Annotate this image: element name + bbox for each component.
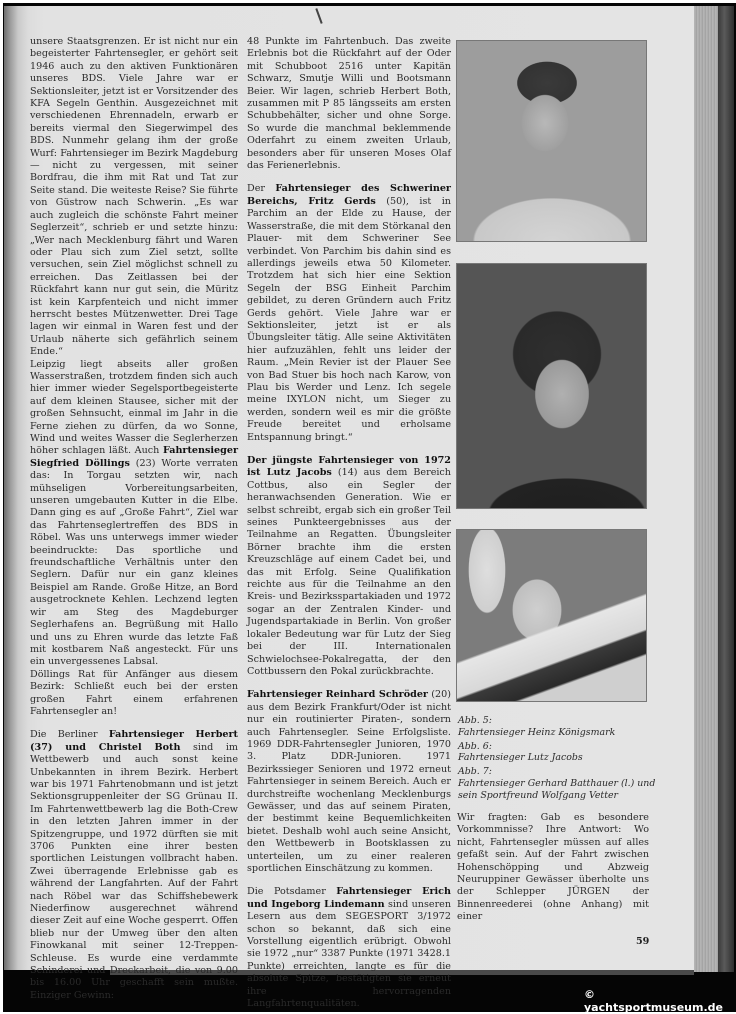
paragraph: Der jüngste Fahrtensieger von 1972 ist Lutz Jacobs (14) aus dem Bereich Cottbus, also ein Segler der heranwachsenden Generation. Wie er selbst schreibt, ergab sich ein großer Teil seines Punkteergebnisses aus der Teilnahme an Regatten. Übungsleiter Börner brachte ihm die ersten Kreuzschläge auf einem Cadet bei, und das mit Erfolg. Seine Qualifikation reichte aus für die Teilnahme an den Kreis- und Bezirksspartakiaden und 1972 sogar an der Zentralen Kinder- und Jugendspartakiade in Berlin. Von großer lokaler Bedeutung war für Lutz der Sieg bei der III. Internationalen Schwielochsee-Pokalregatta, der den Cottbussern den Pokal zurückbrachte. [247, 455, 451, 677]
highlighted-name: Fahrtensieger Erich und Ingeborg Lindemann [247, 886, 451, 910]
text-column-2 [247, 36, 451, 1010]
copyright-notice: © yachtsportmuseum.de [584, 988, 723, 1014]
highlighted-name: Fahrtensieger des Schweriner Bereichs, Fritz Gerds [247, 183, 451, 207]
highlighted-name: Fahrtensieger Reinhard Schröder [247, 689, 428, 701]
paragraph: Der Fahrtensieger des Schweriner Bereichs, Fritz Gerds (50), ist in Parchim an der Elde zu Hause, der Wasserstraße, die mit dem Störkanal den Plauer- mit dem Schweriner See verbindet. Von Parchim bis dahin sind es allerdings jeweils etwa 50 Kilometer. Trotzdem hat sich hier eine Sektion Segeln der BSG Einheit Parchim gebildet, zu deren Gründern auch Fritz Gerds gehört. Viele Jahre war er Sektionsleiter, jetzt ist er als Übungsleiter tätig. Alle seine Aktivitäten hier aufzuzählen, fehlt uns leider der Raum. „Mein Revier ist der Plauer See von Bad Stuer bis hoch nach Karow, von Plau bis Werder und Lenz. Ich segele meine IXYLON nicht, um Sieger zu werden, sondern weil es mir die größte Freude bereitet und erholsame Entspannung bringt.“ [247, 183, 451, 443]
caption-abb-5: Abb. 5: Fahrtensieger Heinz Königsmark [458, 715, 616, 738]
paragraph: Die Berliner Fahrtensieger Herbert (37) und Christel Both sind im Wettbewerb und auch sonst keine Unbekannten in ihrem Bezirk. Herbert war bis 1971 Fahrtenobmann und ist jetzt Sektionsgruppenleiter der SG Grünau II. Im Fahrtenwettbewerb lag die Both-Crew in den letzten Jahren immer in der Spitzengruppe, und 1972 dürften sie mit 3706 Punkten eine ihrer besten sportlichen Leistungen vollbracht haben. Zwei überragende Erlebnisse gab es während der Langfahrten. Auf der Fahrt nach Röbel war das Schiffshebewerk Niederfinow ausgerechnet während dieser Zeit auf eine Woche gesperrt. Offen blieb nur der Umweg über den alten Finowkanal mit seiner 12-Treppen-Schleuse. Es wurde eine verdammte Schinderei und Dreckarbeit, die von 9.00 bis 16.00 Uhr geschafft sein mußte. Einziger Gewinn: [30, 729, 238, 1001]
paragraph: Die Potsdamer Fahrtensieger Erich und Ingeborg Lindemann sind unseren Lesern aus dem SEGESPORT 3/1972 schon so bekannt, daß sich eine Vorstellung eigentlich erübrigt. Obwohl sie 1972 „nur“ 3387 Punkte (1971 3428.1 Punkte) erreichten, langte es für die absolute Spitze, bestätigten sie erneut ihre hervorragenden Langfahrtenqualitäten. [247, 886, 452, 1010]
photo-abb-5 [456, 40, 647, 242]
paragraph: Fahrtensieger Reinhard Schröder (20) aus dem Bezirk Frankfurt/Oder ist nicht nur ein routinierter Piraten-, sondern auch Fahrtensegler. Seine Erfolgsliste. 1969 DDR-Fahrtensegler Junioren, 1970 3. Platz DDR-Junioren. 1971 Bezirkssieger Senioren und 1972 erneut Fahrtensieger in seinem Bereich. Auch er durchstreifte wochenlang Mecklenburgs Gewässer, und das auf seinem Piraten, der bestimmt keine Bequemlichkeiten bietet. Deshalb wohl auch seine Ansicht, den Wettbewerb in Bootsklassen zu unterteilen, um zu einer realeren sportlichen Einschätzung zu kommen. [247, 689, 451, 874]
paragraph: Wir fragten: Gab es besondere Vorkommnisse? Ihre Antwort: Wo nicht, Fahrtensegler müssen auf alles gefaßt sein. Auf der Fahrt zwischen Hohenschöpping und Abzweig Neuruppiner Gewässer überholte uns der Schlepper JÜRGEN der Binnenreederei (ohne Anhang) mit einer [457, 812, 649, 923]
photo-captions [458, 715, 658, 804]
text-column-3 [457, 812, 649, 924]
caption-abb-7: Abb. 7: Fahrtensieger Gerhard Batthauer (l.) und sein Sportfreund Wolfgang Vetter [458, 766, 656, 801]
paragraph: Leipzig liegt abseits aller großen Wasserstraßen, trotzdem finden sich auch hier immer wieder Segelsportbegeisterte auf dem kleinen Stausee, sicher mit der großen Sehnsucht, einmal im Jahr in die Ferne ziehen zu dürfen, da wo Sonne, Wind und weites Wasser die Seglerherzen höher schlagen läßt. Auch Fahrtensieger Siegfried Döllings (23) Worte verraten das: In Torgau setzten wir, nach mühseligen Vorbereitungsarbeiten, unseren umgebauten Kutter in die Elbe. Dann ging es auf „Große Fahrt“, Ziel war das Fahrtenseglertreffen des BDS in Röbel. Was uns unterwegs immer wieder beeindruckte: Das sportliche und freundschaftliche Verhältnis unter den Seglern. Dafür nur ein ganz kleines Beispiel am Rande. Große Hitze, an Bord ausgetrocknete Kehlen. Lechzend legten wir am Steg des Magdeburger Seglerhafens an. Begrüßung mit Hallo und uns zu Ehren wurde das letzte Faß mit kostbarem Naß angesteckt. Für uns ein unvergessenes Labsal. [30, 358, 238, 668]
page-number: 59 [636, 936, 650, 947]
photo-abb-7 [456, 529, 647, 702]
highlighted-name: Der jüngste Fahrtensieger von 1972 ist Lutz Jacobs [247, 455, 451, 479]
photo-abb-6 [456, 263, 647, 509]
highlighted-name: Fahrtensieger Siegfried Döllings [30, 445, 238, 469]
paragraph: unsere Staatsgrenzen. Er ist nicht nur ein begeisterter Fahrtensegler, er gehört seit 1946 auch zu den aktiven Funktionären unseres BDS. Viele Jahre war er Sektionsleiter, jetzt ist er Vorsitzender des KFA Segeln Genthin. Ausgezeichnet mit verschiedenen Ehrennadeln, erwarb er bereits viermal den Siegerwimpel des BDS. Nunmehr gelang ihm der große Wurf: Fahrtensieger im Bezirk Magdeburg — nicht zu vergessen, mit seiner Bordfrau, die ihm mit Rat und Tat zur Seite stand. Die weiteste Reise? Sie führte von Güstrow nach Schwerin. „Es war auch zugleich die schönste Fahrt meiner Seglerzeit“, schrieb er und setzte hinzu: „Wer nach Mecklenburg fährt und Waren oder Plau sich zum Ziel setzt, sollte versuchen, sein Ziel möglichst schnell zu erreichen. Das Zeitlassen bei der Rückfahrt kann nur gut sein, die Müritz ist kein Karpfenteich und nicht immer herrscht bestes Mützenwetter. Drei Tage lagen wir einmal in Waren fest und der Urlaub näherte sich gefährlich seinem Ende.“ [30, 36, 238, 358]
text-column-1 [30, 36, 238, 1002]
paragraph: 48 Punkte im Fahrtenbuch. Das zweite Erlebnis bot die Rückfahrt auf der Oder mit Schubboot 2516 unter Kapitän Schwarz, Smutje Willi und Bootsmann Beier. Wir lagen, schrieb Herbert Both, zusammen mit P 85 längsseits am ersten Schubbehälter, sicher und ohne Sorge. So wurde die manchmal beklemmende Oderfahrt zu einem zweiten Urlaub, besonders aber für unseren Moses Olaf das Ferienerlebnis. [247, 36, 451, 172]
paragraph: Döllings Rat für Anfänger aus diesem Bezirk: Schließt euch bei der ersten großen Fahrt einem erfahrenen Fahrtensegler an! [30, 668, 238, 717]
caption-abb-6: Abb. 6: Fahrtensieger Lutz Jacobs [458, 740, 583, 764]
book-cover-edge [718, 6, 734, 972]
book-fore-edge [694, 6, 718, 972]
highlighted-name: Fahrtensieger Herbert (37) und Christel Both [30, 729, 238, 753]
